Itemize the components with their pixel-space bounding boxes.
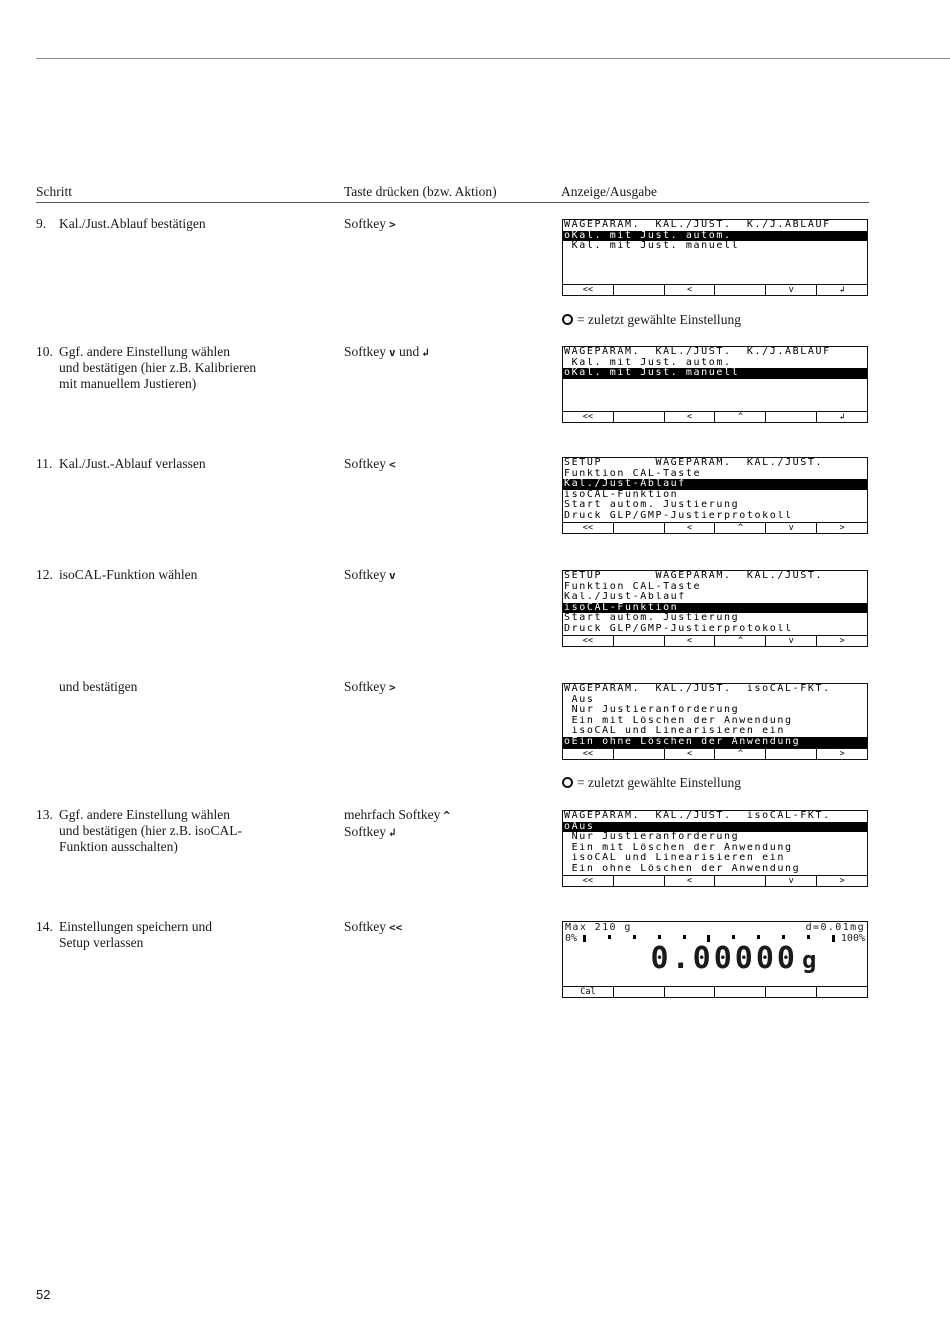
- softkey-label: [614, 876, 665, 886]
- softkey-label: <: [665, 523, 716, 533]
- softkey-label: v: [766, 636, 817, 646]
- page-number: 52: [36, 1287, 51, 1302]
- softkey-right-icon: >: [389, 218, 396, 231]
- softkey-bar: [563, 411, 867, 422]
- softkey-label: >: [839, 749, 845, 759]
- softkey-label: v: [766, 523, 817, 533]
- softkey-label: [766, 987, 817, 997]
- lcd-menu-line: Funktion CAL-Taste: [564, 581, 702, 592]
- softkey-label: [614, 412, 665, 422]
- step-action: Softkey v und ↲: [344, 344, 429, 359]
- softkey-enter-icon: ↲: [422, 346, 429, 359]
- step-action: mehrfach Softkey ^ Softkey ↲: [344, 807, 450, 839]
- scale-display: [562, 921, 868, 998]
- softkey-label: ^: [715, 749, 766, 759]
- header-rule: [36, 202, 869, 203]
- step-action: Softkey >: [344, 216, 396, 231]
- step-number: 14.: [36, 919, 53, 934]
- lcd-menu-line: oEin ohne Löschen der Anwendung: [563, 737, 867, 748]
- max-capacity: Max 210 g: [565, 922, 632, 933]
- softkey-label: <<: [563, 523, 614, 533]
- top-rule: [36, 58, 950, 59]
- lcd-display: [562, 570, 868, 647]
- lcd-display: [562, 457, 868, 534]
- lcd-menu-line: Druck GLP/GMP-Justierprotokoll: [564, 510, 793, 521]
- lcd-display: [562, 346, 868, 423]
- lcd-menu-line: Kal./Just-Ablauf: [563, 479, 867, 490]
- lcd-title-line: WÄGEPARAM. KAL./JUST. K./J.ABLAUF: [564, 220, 831, 230]
- bar-graph: 0% 100%: [565, 932, 865, 944]
- softkey-right-icon: >: [389, 681, 396, 694]
- softkey-label: <<: [563, 412, 614, 422]
- softkey-down-icon: v: [389, 346, 396, 359]
- lcd-title-line: SETUP WÄGEPARAM. KAL./JUST.: [564, 458, 824, 468]
- lcd-menu-line: oKal. mit Just. manuell: [563, 368, 867, 379]
- softkey-label: [614, 285, 665, 295]
- lcd-title-line: SETUP WÄGEPARAM. KAL./JUST.: [564, 571, 824, 581]
- lcd-menu-line: oKal. mit Just. autom.: [563, 231, 867, 242]
- circle-marker-icon: [562, 777, 573, 788]
- lcd-menu-line: oAus: [563, 822, 867, 833]
- softkey-bar: [563, 748, 867, 759]
- softkey-bar: [563, 522, 867, 533]
- lcd-title-line: WÄGEPARAM. KAL./JUST. isoCAL-FKT.: [564, 811, 831, 821]
- softkey-label: >: [839, 876, 845, 886]
- step-action: Softkey <: [344, 456, 396, 471]
- lcd-menu-line: Funktion CAL-Taste: [564, 468, 702, 479]
- softkey-label: [665, 987, 716, 997]
- softkey-label: ^: [715, 523, 766, 533]
- step-number: 12.: [36, 567, 53, 582]
- softkey-label: <: [665, 412, 716, 422]
- softkey-label: [817, 987, 867, 997]
- lcd-display: [562, 219, 868, 296]
- lcd-menu-line: [563, 273, 867, 284]
- lcd-menu-line: Druck GLP/GMP-Justierprotokoll: [564, 623, 793, 634]
- softkey-label: <<: [563, 636, 614, 646]
- softkey-label: [614, 749, 665, 759]
- column-header-key: Taste drücken (bzw. Aktion): [344, 184, 497, 199]
- lcd-menu-line: isoCAL und Linearisieren ein: [564, 726, 785, 737]
- step-action: Softkey v: [344, 567, 396, 582]
- softkey-label: ↲: [839, 285, 845, 295]
- lcd-menu-line: isoCAL-Funktion: [563, 603, 867, 614]
- lcd-menu-line: Kal. mit Just. autom.: [564, 357, 732, 368]
- softkey-label: >: [839, 636, 845, 646]
- step-text: Kal./Just.-Ablauf verlassen: [59, 456, 206, 471]
- lcd-menu-line: Kal. mit Just. manuell: [564, 241, 740, 252]
- step-text: Ggf. andere Einstellung wählen und bestätigen (hier z.B. Kalibrieren mit manuellem Justieren): [59, 344, 257, 391]
- last-selected-note: = zuletzt gewählte Einstellung: [562, 312, 741, 328]
- softkey-down-icon: v: [389, 569, 396, 582]
- circle-marker-icon: [562, 314, 573, 325]
- column-header-step: Schritt: [36, 184, 72, 199]
- lcd-menu-line: Nur Justieranforderung: [564, 832, 740, 843]
- lcd-menu-line: isoCAL-Funktion: [564, 489, 679, 500]
- lcd-menu-line: Aus: [564, 694, 595, 705]
- step-action: Softkey <<: [344, 919, 403, 934]
- softkey-left-icon: <: [389, 458, 396, 471]
- lcd-display: [562, 683, 868, 760]
- softkey-label: <: [665, 285, 716, 295]
- lcd-menu-line: Ein mit Löschen der Anwendung: [564, 715, 793, 726]
- step-text: und bestätigen: [59, 679, 138, 694]
- lcd-menu-line: Start autom. Justierung: [564, 613, 740, 624]
- lcd-menu-line: [563, 400, 867, 411]
- lcd-menu-line: [563, 389, 867, 400]
- softkey-label: Cal: [563, 987, 614, 997]
- softkey-label: <<: [563, 285, 614, 295]
- softkey-label: v: [766, 285, 817, 295]
- softkey-label: <<: [563, 876, 614, 886]
- step-number: 10.: [36, 344, 53, 359]
- step-number: 13.: [36, 807, 53, 822]
- softkey-enter-icon: ↲: [389, 826, 396, 839]
- softkey-label: ^: [715, 636, 766, 646]
- softkey-label: [614, 636, 665, 646]
- lcd-display: [562, 810, 868, 887]
- readability: d=0.01mg: [805, 922, 865, 933]
- softkey-label: <: [665, 876, 716, 886]
- softkey-up-icon: ^: [443, 809, 450, 822]
- step-text: Einstellungen speichern und Setup verlassen: [59, 919, 212, 950]
- lcd-menu-line: Kal./Just-Ablauf: [564, 592, 686, 603]
- softkey-label: [715, 285, 766, 295]
- lcd-menu-line: [563, 262, 867, 273]
- softkey-label: <<: [563, 749, 614, 759]
- step-number: 9.: [36, 216, 47, 231]
- softkey-exit-icon: <<: [389, 921, 403, 934]
- softkey-label: [614, 987, 665, 997]
- lcd-menu-line: Ein ohne Löschen der Anwendung: [564, 863, 801, 874]
- softkey-bar: [563, 875, 867, 886]
- softkey-label: v: [766, 876, 817, 886]
- softkey-label: <: [665, 749, 716, 759]
- weight-reading: 0.00000 g: [650, 941, 820, 976]
- softkey-label: [715, 876, 766, 886]
- lcd-menu-line: Ein mit Löschen der Anwendung: [564, 842, 793, 853]
- lcd-menu-line: [563, 379, 867, 390]
- step-action: Softkey >: [344, 679, 396, 694]
- softkey-label: [614, 523, 665, 533]
- softkey-label: [766, 749, 817, 759]
- softkey-label: [715, 987, 766, 997]
- step-number: 11.: [36, 456, 53, 471]
- softkey-label: [766, 412, 817, 422]
- lcd-menu-line: Nur Justieranforderung: [564, 705, 740, 716]
- lcd-title-line: WÄGEPARAM. KAL./JUST. isoCAL-FKT.: [564, 684, 831, 694]
- lcd-menu-line: Start autom. Justierung: [564, 500, 740, 511]
- step-text: isoCAL-Funktion wählen: [59, 567, 198, 582]
- lcd-title-line: WÄGEPARAM. KAL./JUST. K./J.ABLAUF: [564, 347, 831, 357]
- column-header-display: Anzeige/Ausgabe: [561, 184, 657, 199]
- softkey-label: <: [665, 636, 716, 646]
- softkey-label: >: [839, 523, 845, 533]
- step-text: Ggf. andere Einstellung wählen und bestätigen (hier z.B. isoCAL- Funktion ausschalten): [59, 807, 242, 854]
- softkey-bar: [563, 986, 867, 997]
- softkey-label: ↲: [839, 412, 845, 422]
- softkey-bar: [563, 635, 867, 646]
- softkey-label: ^: [715, 412, 766, 422]
- lcd-menu-line: isoCAL und Linearisieren ein: [564, 853, 785, 864]
- lcd-menu-line: [563, 252, 867, 263]
- softkey-bar: [563, 284, 867, 295]
- step-text: Kal./Just.Ablauf bestätigen: [59, 216, 206, 231]
- last-selected-note: = zuletzt gewählte Einstellung: [562, 775, 741, 791]
